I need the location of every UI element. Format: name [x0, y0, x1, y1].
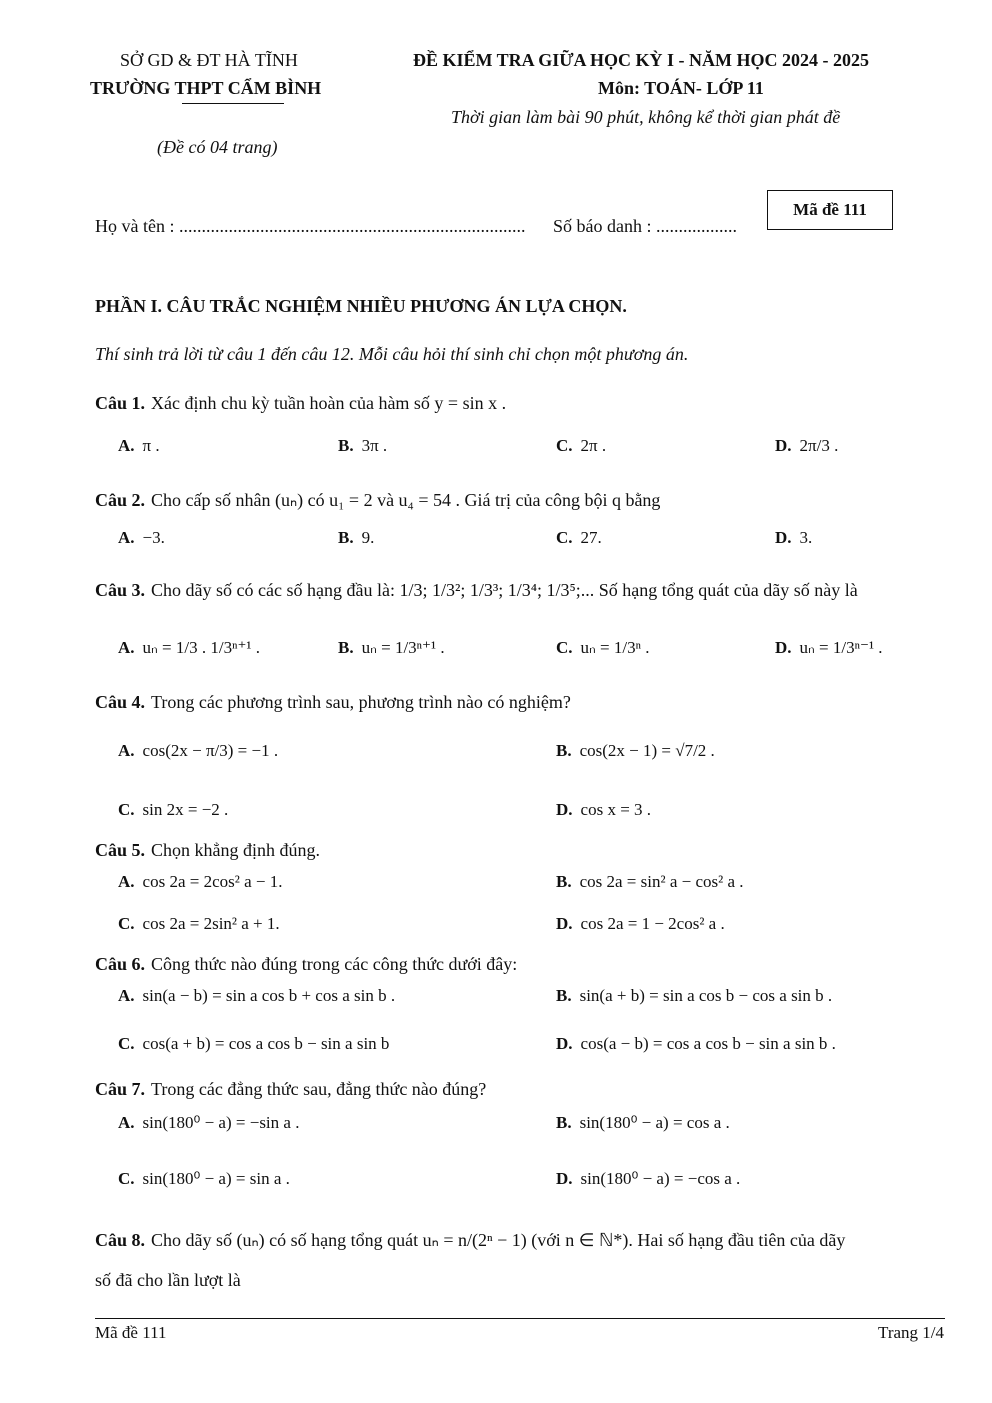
q6-option-c[interactable]: C. cos(a + b) = cos a cos b − sin a sin b	[118, 1034, 390, 1053]
question-8-continuation: số đã cho lần lượt là	[95, 1270, 241, 1290]
q7-option-d[interactable]: D. sin(180⁰ − a) = −cos a .	[556, 1169, 741, 1188]
exam-title: ĐỀ KIỂM TRA GIỮA HỌC KỲ I - NĂM HỌC 2024 - 2025	[413, 50, 870, 70]
question-6: Câu 6. Công thức nào đúng trong các công thức dưới đây:	[95, 954, 518, 974]
exam-code-box: Mã đề 111	[767, 190, 893, 230]
q4-option-a[interactable]: A. cos(2x − π/3) = −1 .	[118, 741, 279, 760]
footer-page-number: Trang 1/4	[878, 1323, 944, 1342]
department-name: SỞ GD & ĐT HÀ TĨNH	[120, 50, 298, 70]
q7-option-b[interactable]: B. sin(180⁰ − a) = cos a .	[556, 1113, 730, 1132]
q4-option-b[interactable]: B. cos(2x − 1) = √7/2 .	[556, 741, 715, 760]
q1-option-c[interactable]: C. 2π .	[556, 436, 607, 455]
question-5: Câu 5. Chọn khẳng định đúng.	[95, 840, 321, 860]
q1-option-b[interactable]: B. 3π .	[338, 436, 388, 455]
question-text: Cho dãy số (uₙ) có số hạng tổng quát uₙ = n/(2ⁿ − 1) (với n ∈ ℕ*). Hai số hạng đầu tiên của dãy	[151, 1230, 846, 1250]
section-title: PHẦN I. CÂU TRẮC NGHIỆM NHIỀU PHƯƠNG ÁN LỰA CHỌN.	[95, 296, 627, 316]
student-name-field: Họ và tên : .............................................................................	[95, 216, 526, 236]
question-text: Chọn khẳng định đúng.	[151, 840, 321, 860]
q6-option-a[interactable]: A. sin(a − b) = sin a cos b + cos a sin b .	[118, 986, 396, 1005]
q7-option-c[interactable]: C. sin(180⁰ − a) = sin a .	[118, 1169, 290, 1188]
question-text: Trong các đẳng thức sau, đẳng thức nào đúng?	[151, 1079, 487, 1099]
q7-option-a[interactable]: A. sin(180⁰ − a) = −sin a .	[118, 1113, 300, 1132]
footer-exam-code: Mã đề 111	[95, 1323, 167, 1342]
q6-option-d[interactable]: D. cos(a − b) = cos a cos b − sin a sin b .	[556, 1034, 836, 1053]
time-note: Thời gian làm bài 90 phút, không kể thời gian phát đề	[451, 107, 841, 127]
question-1	[95, 393, 506, 414]
question-number: Câu 1.	[95, 393, 146, 413]
pages-note: (Đề có 04 trang)	[157, 137, 278, 157]
q2-option-b[interactable]: B. 9.	[338, 528, 375, 547]
q4-option-c[interactable]: C. sin 2x = −2 .	[118, 800, 229, 819]
q5-option-d[interactable]: D. cos 2a = 1 − 2cos² a .	[556, 914, 725, 933]
q3-option-d[interactable]: D. uₙ = 1/3ⁿ⁻¹ .	[775, 638, 883, 657]
question-text: Trong các phương trình sau, phương trình nào có nghiệm?	[151, 692, 571, 712]
q5-option-c[interactable]: C. cos 2a = 2sin² a + 1.	[118, 914, 280, 933]
question-text: Cho cấp số nhân (uₙ) có u₁ = 2 và u₄ = 54 . Giá trị của công bội q bằng	[151, 490, 661, 510]
student-id-field: Số báo danh : ..................	[553, 216, 737, 236]
question-text: Công thức nào đúng trong các công thức dưới đây:	[151, 954, 518, 974]
question-4: Câu 4. Trong các phương trình sau, phương trình nào có nghiệm?	[95, 692, 571, 712]
q5-option-b[interactable]: B. cos 2a = sin² a − cos² a .	[556, 872, 744, 891]
question-text: Cho dãy số có các số hạng đầu là: 1/3; 1/3²; 1/3³; 1/3⁴; 1/3⁵;... Số hạng tổng quát của dãy số này là	[151, 580, 858, 600]
question-text: Xác định chu kỳ tuần hoàn của hàm số y = sin x .	[151, 393, 507, 413]
q1-option-a[interactable]: A. π .	[118, 436, 160, 455]
q3-option-a[interactable]: A. uₙ = 1/3 . 1/3ⁿ⁺¹ .	[118, 638, 261, 657]
question-2: Câu 2. Cho cấp số nhân (uₙ) có u₁ = 2 và u₄ = 54 . Giá trị của công bội q bằng	[95, 490, 661, 510]
q2-option-a[interactable]: A. −3.	[118, 528, 165, 547]
q4-option-d[interactable]: D. cos x = 3 .	[556, 800, 652, 819]
question-3: Câu 3. Cho dãy số có các số hạng đầu là: 1/3; 1/3²; 1/3³; 1/3⁴; 1/3⁵;... Số hạng tổng quát của dãy số này là	[95, 580, 858, 600]
question-7: Câu 7. Trong các đẳng thức sau, đẳng thức nào đúng?	[95, 1079, 487, 1099]
footer-divider	[95, 1318, 945, 1319]
q2-option-d[interactable]: D. 3.	[775, 528, 813, 547]
question-8: Câu 8. Cho dãy số (uₙ) có số hạng tổng quát uₙ = n/(2ⁿ − 1) (với n ∈ ℕ*). Hai số hạng đầu tiên của dãy	[95, 1230, 846, 1250]
q2-option-c[interactable]: C. 27.	[556, 528, 602, 547]
q5-option-a[interactable]: A. cos 2a = 2cos² a − 1.	[118, 872, 283, 891]
school-underline	[182, 103, 284, 104]
q1-option-d[interactable]: D. 2π/3 .	[775, 436, 839, 455]
section-instruction: Thí sinh trả lời từ câu 1 đến câu 12. Mỗi câu hỏi thí sinh chỉ chọn một phương án.	[95, 344, 689, 364]
q6-option-b[interactable]: B. sin(a + b) = sin a cos b − cos a sin b .	[556, 986, 833, 1005]
school-name: TRƯỜNG THPT CẨM BÌNH	[90, 78, 322, 98]
subject-line: Môn: TOÁN- LỚP 11	[598, 78, 764, 98]
q3-option-b[interactable]: B. uₙ = 1/3ⁿ⁺¹ .	[338, 638, 445, 657]
q3-option-c[interactable]: C. uₙ = 1/3ⁿ .	[556, 638, 650, 657]
